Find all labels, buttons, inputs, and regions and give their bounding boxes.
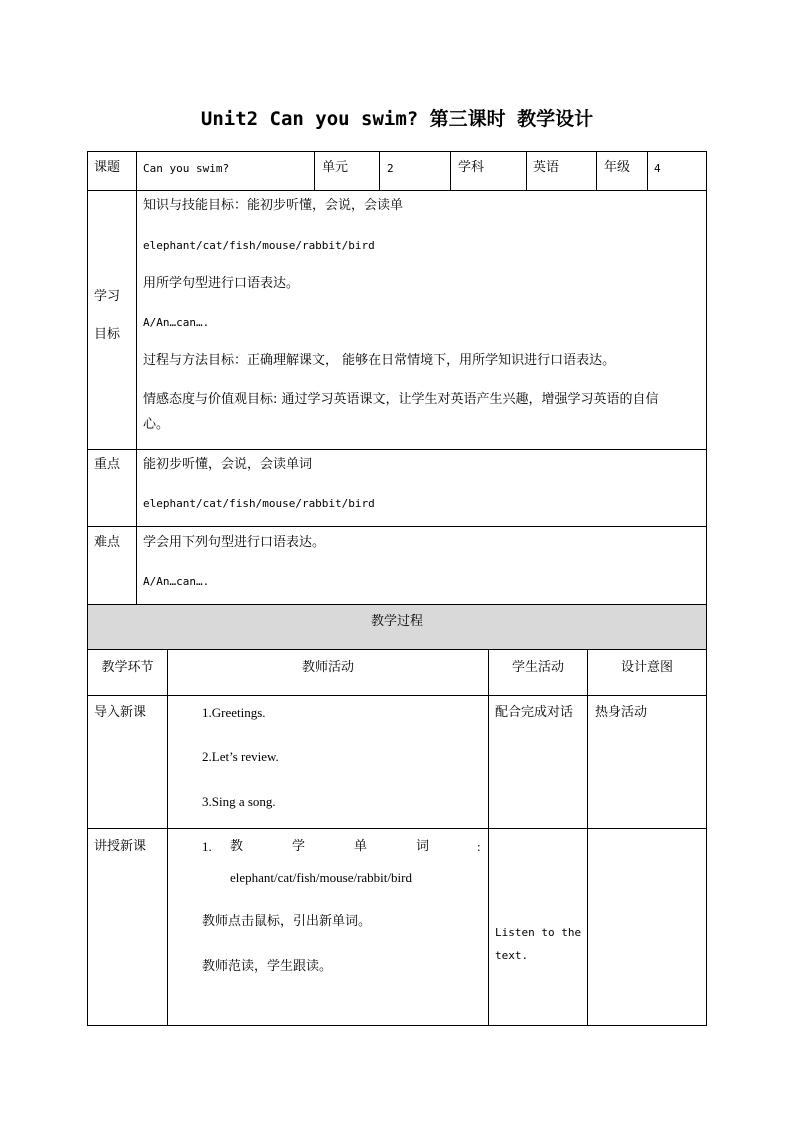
teacher-activity-char: 教 [230,839,244,854]
teacher-activity-char: : [477,839,481,854]
stage-cell: 讲授新课 [94,839,147,854]
objective-line: 用所学句型进行口语表达。 [143,276,300,291]
key-point-line: elephant/cat/fish/mouse/rabbit/bird [143,497,375,510]
row-divider [87,526,707,527]
objective-line: 心。 [143,417,170,432]
value-topic: Can you swim? [143,162,230,175]
row-divider [87,190,707,191]
objective-line: 过程与方法目标：正确理解课文， 能够在日常情境下，用所学知识进行口语表达。 [143,353,616,368]
teacher-activity-char: 词 [416,839,430,854]
col-divider [488,649,489,1026]
difficulty-line: A/An…can…. [143,575,210,588]
teacher-activity-char: 单 [354,839,368,854]
teacher-activity-char: 学 [292,839,306,854]
col-divider [526,151,527,190]
col-divider [647,151,648,190]
key-point-line: 能初步听懂，会说，会读单词 [143,457,313,472]
col-header-stage: 教学环节 [101,660,154,675]
col-divider [136,151,137,604]
col-divider [596,151,597,190]
col-header-teacher: 教师活动 [301,660,354,675]
label-difficulties: 难点 [94,535,121,550]
teacher-activity: 教师范读，学生跟读。 [202,959,333,974]
label-key-points: 重点 [94,457,121,472]
document-title: Unit2 Can you swim? 第三课时 教学设计 [200,108,594,130]
teacher-activity-number: 1. [202,839,212,854]
value-unit: 2 [387,162,394,175]
objective-line: A/An…can…. [143,316,210,329]
student-activity: text. [495,949,529,962]
objective-line: 知识与技能目标：能初步听懂，会说，会读单 [143,198,404,213]
col-divider [167,649,168,1026]
student-activity: Listen to the [495,926,582,939]
col-divider [587,649,588,1026]
value-grade: 4 [654,162,661,175]
teacher-activity: elephant/cat/fish/mouse/rabbit/bird [230,870,412,885]
label-objectives-2: 目标 [94,327,121,342]
label-topic: 课题 [94,160,121,175]
row-divider [87,449,707,450]
label-objectives: 学习 [94,289,121,304]
objective-line: 情感态度与价值观目标: 通过学习英语课文，让学生对英语产生兴趣，增强学习英语的自信 [143,392,659,407]
process-header: 教学过程 [370,614,423,629]
row-divider [87,649,707,650]
label-subject: 学科 [458,160,485,175]
col-header-intent: 设计意图 [620,660,673,675]
objective-line: elephant/cat/fish/mouse/rabbit/bird [143,239,375,252]
col-divider [450,151,451,190]
teacher-activity: 2.Let’s review. [202,749,279,764]
teacher-activity: 1.Greetings. [202,705,266,720]
col-divider [379,151,380,190]
col-header-student: 学生活动 [511,660,564,675]
teacher-activity: 教师点击鼠标，引出新单词。 [202,914,372,929]
stage-cell: 导入新课 [94,705,147,720]
student-activity: 配合完成对话 [495,705,574,720]
col-divider [314,151,315,190]
label-unit: 单元 [322,160,349,175]
value-subject: 英语 [533,160,560,175]
row-divider [87,695,707,696]
label-grade: 年级 [604,160,631,175]
design-intent: 热身活动 [595,705,648,720]
row-divider [87,828,707,829]
teacher-activity: 3.Sing a song. [202,794,276,809]
difficulty-line: 学会用下列句型进行口语表达。 [143,535,326,550]
